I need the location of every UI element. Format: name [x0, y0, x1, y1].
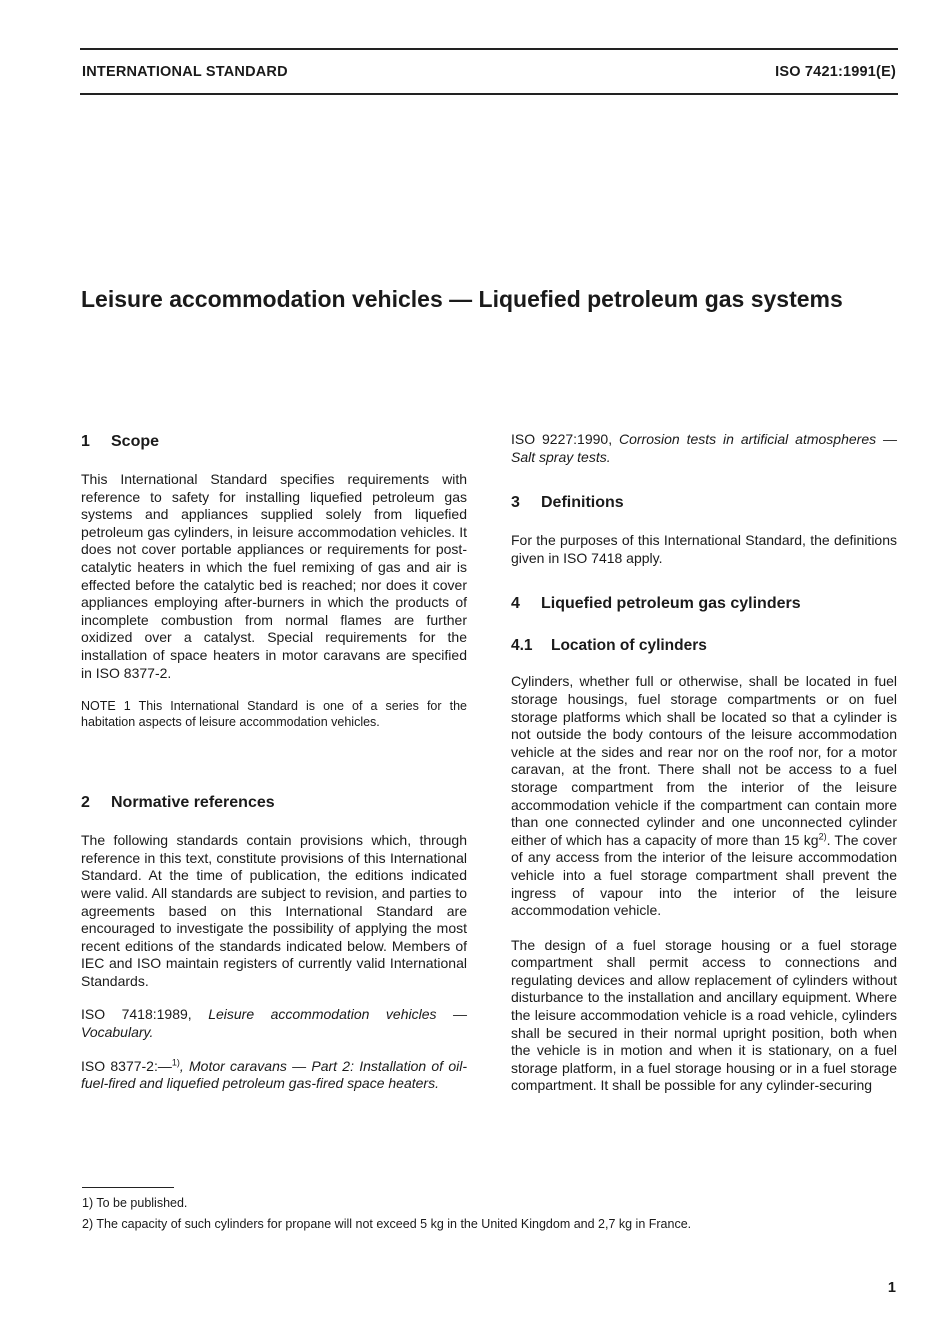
reference-title: , Motor caravans — Part 2: Installation of oil-fuel-fired and liquefied petroleum gas-fired space heaters. — [81, 1057, 467, 1092]
footnote-separator — [82, 1187, 174, 1188]
section-heading-definitions — [511, 494, 897, 512]
scope-paragraph: This International Standard specifies requirements with reference to safety for installing liquefied petroleum gas systems and appliances supplied solely from liquefied petroleum gas cylinders, in leisure accommodation vehicles. It does not cover portable appliances or requirements for post-catalytic heaters in which the fuel remixing of gas and air is effected before the catalytic bed is reached; nor does it cover appliances employing after-burners in which the products of incomplete combustion from normal flames are further oxidized over a catalyst. Special requirements for the installation of space heaters in motor caravans are specified in ISO 8377-2. — [81, 471, 467, 681]
document-title: Leisure accommodation vehicles — Liquefied petroleum gas systems — [81, 286, 843, 312]
scope-note: NOTE 1 This International Standard is one of a series for the habitation aspects of leisure accommodation vehicles. — [81, 699, 467, 730]
reference-iso-7418 — [81, 1006, 467, 1041]
section-heading-scope — [81, 433, 467, 451]
section-heading-lpg-cylinders — [511, 595, 897, 613]
footnote-2: 2) The capacity of such cylinders for propane will not exceed 5 kg in the United Kingdom and 2,7 kg in France. — [82, 1217, 692, 1231]
page-number: 1 — [887, 1280, 896, 1296]
definitions-paragraph: For the purposes of this International Standard, the definitions given in ISO 7418 apply. — [511, 532, 897, 566]
section-title: Normative references — [111, 794, 275, 812]
standard-number: ISO 7421:1991(E) — [775, 64, 896, 80]
section-number: 3 — [511, 494, 520, 512]
subsection-title: Location of cylinders — [551, 637, 707, 655]
normative-references-paragraph: The following standards contain provisions which, through reference in this text, constitute provisions of this International Standard. At the time of publication, the editions indicated were valid. All standards are subject to revision, and parties to agreements based on this International Standard are encouraged to investigate the possibility of applying the most recent editions of the standards indicated below. Members of IEC and ISO maintain registers of currently valid International Standards. — [81, 832, 467, 989]
location-paragraph-1 — [511, 673, 897, 919]
footnote-marker: 2) — [818, 831, 827, 842]
footnote-1: 1) To be published. — [82, 1196, 188, 1210]
subsection-number: 4.1 — [511, 637, 533, 655]
section-title: Liquefied petroleum gas cylinders — [541, 595, 801, 613]
footnote-marker: 1) — [171, 1057, 180, 1067]
text-run: . The cover of any access from the interior of the leisure accommodation vehicle into a fuel storage compartment shall prevent the ingress of vapour into the interior of the leisure accommodation vehicle. — [511, 831, 898, 919]
section-number: 4 — [511, 595, 520, 613]
section-title: Scope — [111, 433, 160, 450]
section-number: 2 — [81, 794, 90, 812]
section-number: 1 — [81, 433, 90, 450]
reference-code: ISO 8377-2:— — [81, 1057, 172, 1074]
left-column — [81, 433, 467, 1093]
document-type-label: INTERNATIONAL STANDARD — [82, 64, 288, 80]
reference-iso-9227 — [511, 431, 897, 466]
reference-title: Leisure accommodation vehicles — Vocabulary. — [81, 1006, 467, 1041]
subsection-heading-location — [511, 637, 897, 655]
location-paragraph-2: The design of a fuel storage housing or a fuel storage compartment shall permit access to connections and regulating devices and allow replacement of cylinders without disturbance to the installation and ancillary equipment. Where the leisure accommodation vehicle is a road vehicle, cylinders shall be secured in their normal upright position, both when the vehicle is in motion and when it is stationary, on a fuel storage platform, in a fuel storage housing or in a fuel storage compartment. It shall be possible for any cylinder-securing — [511, 936, 897, 1094]
reference-iso-8377-2 — [81, 1058, 467, 1093]
reference-code: ISO 7418:1989, — [81, 1006, 192, 1023]
section-title: Definitions — [541, 494, 624, 512]
right-column — [511, 431, 897, 1095]
section-heading-normative-references — [81, 794, 467, 812]
reference-code: ISO 9227:1990, — [511, 431, 613, 447]
header-top-rule — [80, 48, 898, 50]
header-bottom-rule — [80, 93, 898, 95]
reference-title: Corrosion tests in artificial atmospheres — Salt spray tests. — [511, 431, 898, 465]
text-run: Cylinders, whether full or otherwise, shall be located in fuel storage housings, fuel storage compartments or on fuel storage platforms which shall be located so that a cylinder is not outside the body contours of the leisure accommodation vehicle at the sides and rear nor on the roof nor, for a motor caravan, at the front. There shall not be access to a fuel storage compartment from the interior of the leisure accommodation vehicle if the compartment can contain more than one connected cylinder and one unconnected cylinder either of which has a capacity of more than 15 kg — [511, 673, 897, 848]
